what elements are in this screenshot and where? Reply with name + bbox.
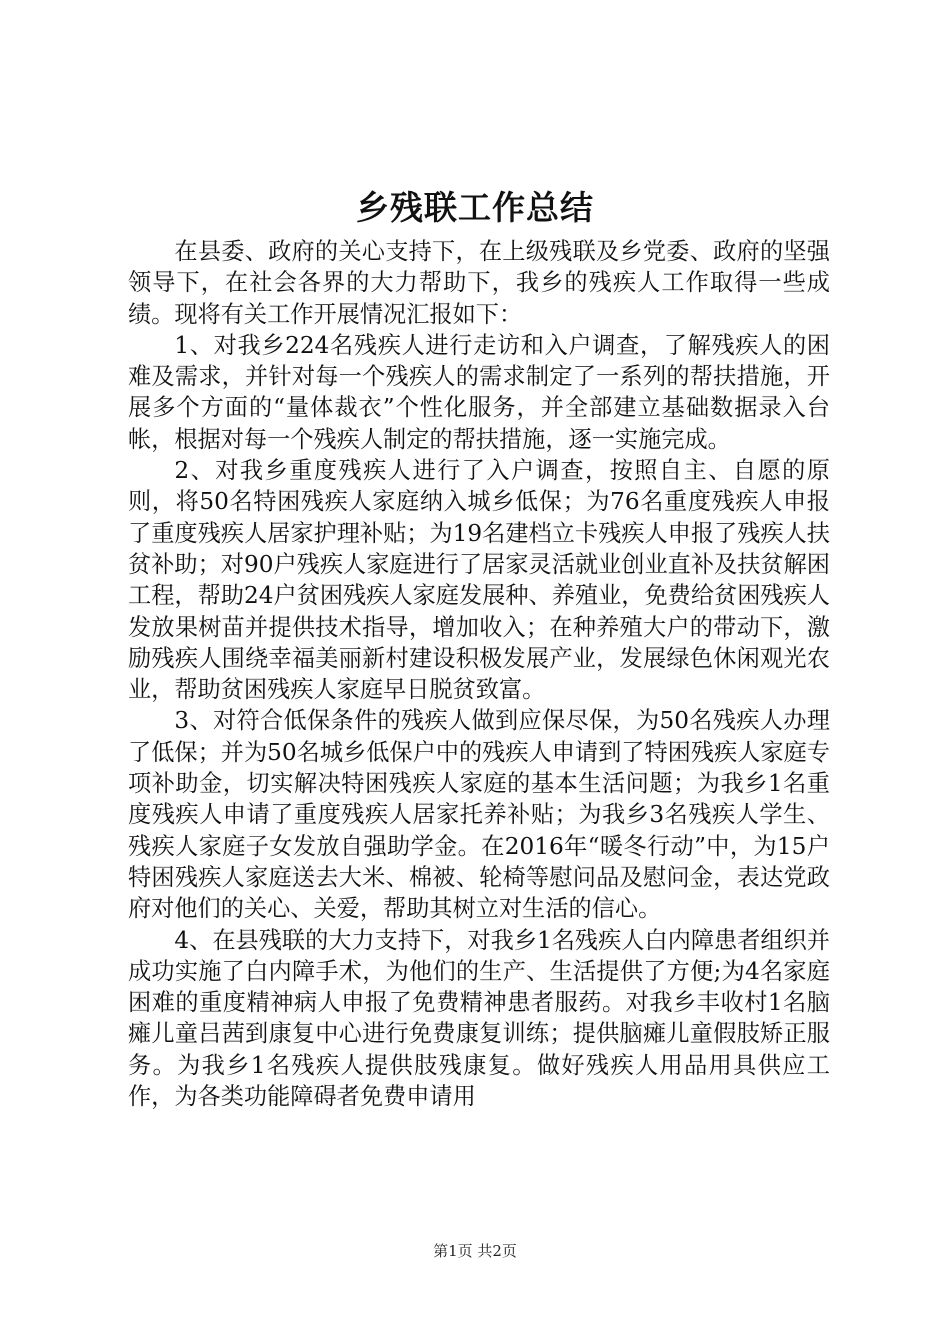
item-paragraph-1: 1、对我乡224名残疾人进行走访和入户调查，了解残疾人的困难及需求，并针对每一个残疾人的需求制定了一系列的帮扶措施，开展多个方面的“量体裁衣”个性化服务，并全部建立基础数据录入台帐，根据对每一个残疾人制定的帮扶措施，逐一实施完成。 xyxy=(128,331,830,453)
item-paragraph-3: 3、对符合低保条件的残疾人做到应保尽保，为50名残疾人办理了低保；并为50名城乡低保户中的残疾人申请到了特困残疾人家庭专项补助金，切实解决特困残疾人家庭的基本生活问题；为我乡1名重度残疾人申请了重度残疾人居家托养补贴；为我乡3名残疾人学生、残疾人家庭子女发放自强助学金。在2016年“暖冬行动”中，为15户特困残疾人家庭送去大米、棉被、轮椅等慰问品及慰问金，表达党政府对他们的关心、关爱，帮助其树立对生活的信心。 xyxy=(128,707,830,923)
page-footer: 第1页 共2页 xyxy=(433,1242,517,1260)
item-paragraph-2: 2、对我乡重度残疾人进行了入户调查，按照自主、自愿的原则，将50名特困残疾人家庭纳入城乡低保；为76名重度残疾人申报了重度残疾人居家护理补贴；为19名建档立卡残疾人申报了残疾人扶贫补助；对90户残疾人家庭进行了居家灵活就业创业直补及扶贫解困工程，帮助24户贫困残疾人家庭发展种、养殖业，免费给贫困残疾人发放果树苗并提供技术指导，增加收入；在种养殖大户的带动下，激励残疾人围绕幸福美丽新村建设积极发展产业，发展绿色休闲观光农业，帮助贫困残疾人家庭早日脱贫致富。 xyxy=(128,457,830,704)
document-body xyxy=(128,236,830,1112)
intro-paragraph: 在县委、政府的关心支持下，在上级残联及乡党委、政府的坚强领导下，在社会各界的大力帮助下，我乡的残疾人工作取得一些成绩。现将有关工作开展情况汇报如下： xyxy=(128,238,830,328)
document-title: 乡残联工作总结 xyxy=(356,188,594,227)
item-paragraph-4: 4、在县残联的大力支持下，对我乡1名残疾人白内障患者组织并成功实施了白内障手术，为他们的生产、生活提供了方便;为4名家庭困难的重度精神病人申报了免费精神患者服药。对我乡丰收村1名脑瘫儿童吕茜到康复中心进行免费康复训练；提供脑瘫儿童假肢矫正服务。为我乡1名残疾人提供肢残康复。做好残疾人用品用具供应工作，为各类功能障碍者免费申请用 xyxy=(128,926,830,1111)
